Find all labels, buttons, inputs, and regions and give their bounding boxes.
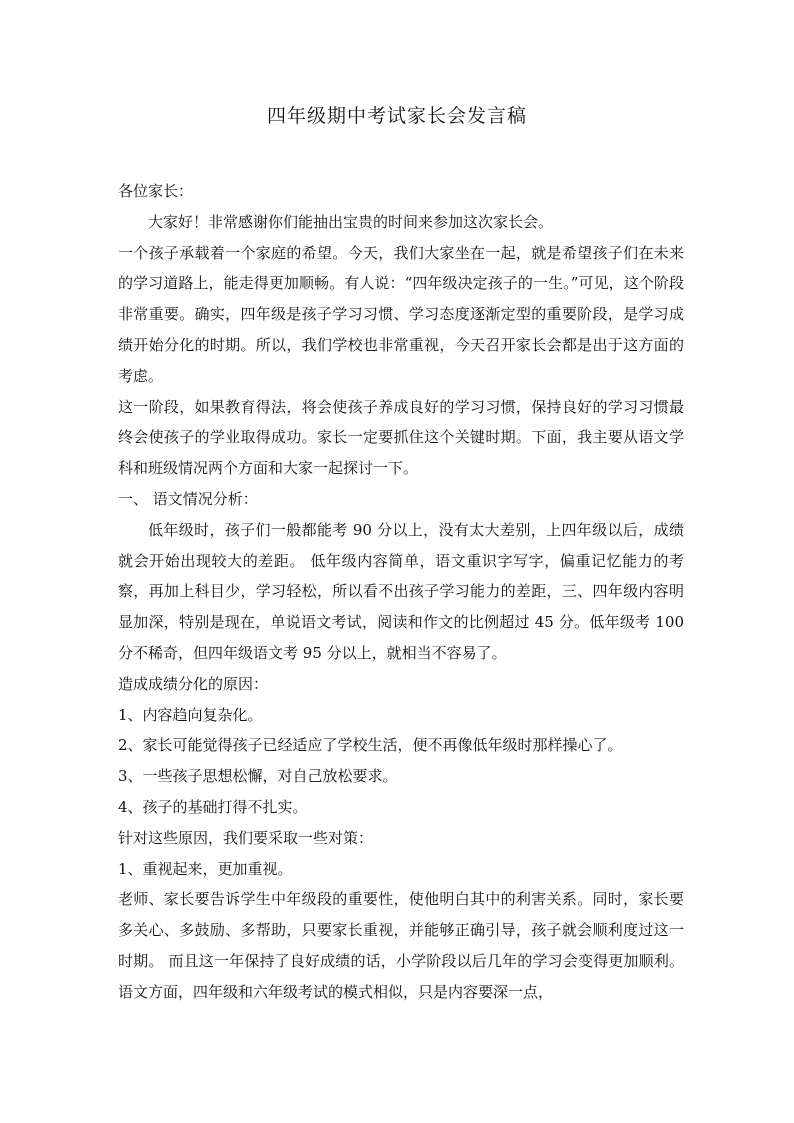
list-item: 4、孩子的基础打得不扎实。 [118,797,308,816]
paragraph: 针对这些原因，我们要采取一些对策： [118,828,374,847]
paragraph: 老师、家长要告诉学生中年级段的重要性，使他明白其中的利害关系。同时，家长要多关心、多鼓励、多帮助，只要家长重视，并能够正确引导，孩子就会顺利度过这一时期。 而且这一年保持了良好成绩的话，小学阶段以后几年的学习会变得更加顺利。语文方面，四年级和六年级考试的模式相似，只是内容要深一点， [118,890,684,1001]
list-item: 1、重视起来，更加重视。 [118,859,293,878]
section-heading: 一、 语文情况分析： [118,489,258,508]
list-item: 3、一些孩子思想松懈，对自己放松要求。 [118,767,398,786]
list-item: 1、内容趋向复杂化。 [118,705,263,724]
paragraph: 一个孩子承载着一个家庭的希望。今天，我们大家坐在一起，就是希望孩子们在未来的学习道路上，能走得更加顺畅。有人说：“四年级决定孩子的一生。”可见，这个阶段非常重要。确实，四年级是孩子学习习惯、学习态度逐渐定型的重要阶段，是学习成绩开始分化的时期。所以，我们学校也非常重视，今天召开家长会都是出于这方面的考虑。 [118,243,684,385]
paragraph: 造成成绩分化的原因： [118,674,269,693]
paragraph: 低年级时，孩子们一般都能考 90 分以上，没有太大差别，上四年级以后，成绩就会开始出现较大的差距。 低年级内容简单，语文重识字写字，偏重记忆能力的考察，再加上科目少，学习轻松，所以看不出孩子学习能力的差距，三、四年级内容明显加深，特别是现在，单说语文考试，阅读和作文的比例超过 45 分。低年级考 100 分不稀奇，但四年级语文考 95 分以上，就相当不容易了。 [118,520,684,662]
list-item: 2、家长可能觉得孩子已经适应了学校生活，便不再像低年级时那样操心了。 [118,736,623,755]
paragraph: 各位家长： [118,182,194,200]
paragraph: 这一阶段，如果教育得法，将会使孩子养成良好的学习习惯，保持良好的学习习惯最终会使孩子的学业取得成功。家长一定要抓住这个关键时期。下面，我主要从语文学科和班级情况两个方面和大家一起探讨一下。 [118,397,684,478]
document-title: 四年级期中考试家长会发言稿 [266,105,527,127]
document-body [118,176,684,1008]
paragraph: 大家好！非常感谢你们能抽出宝贵的时间来参加这次家长会。 [148,212,554,231]
